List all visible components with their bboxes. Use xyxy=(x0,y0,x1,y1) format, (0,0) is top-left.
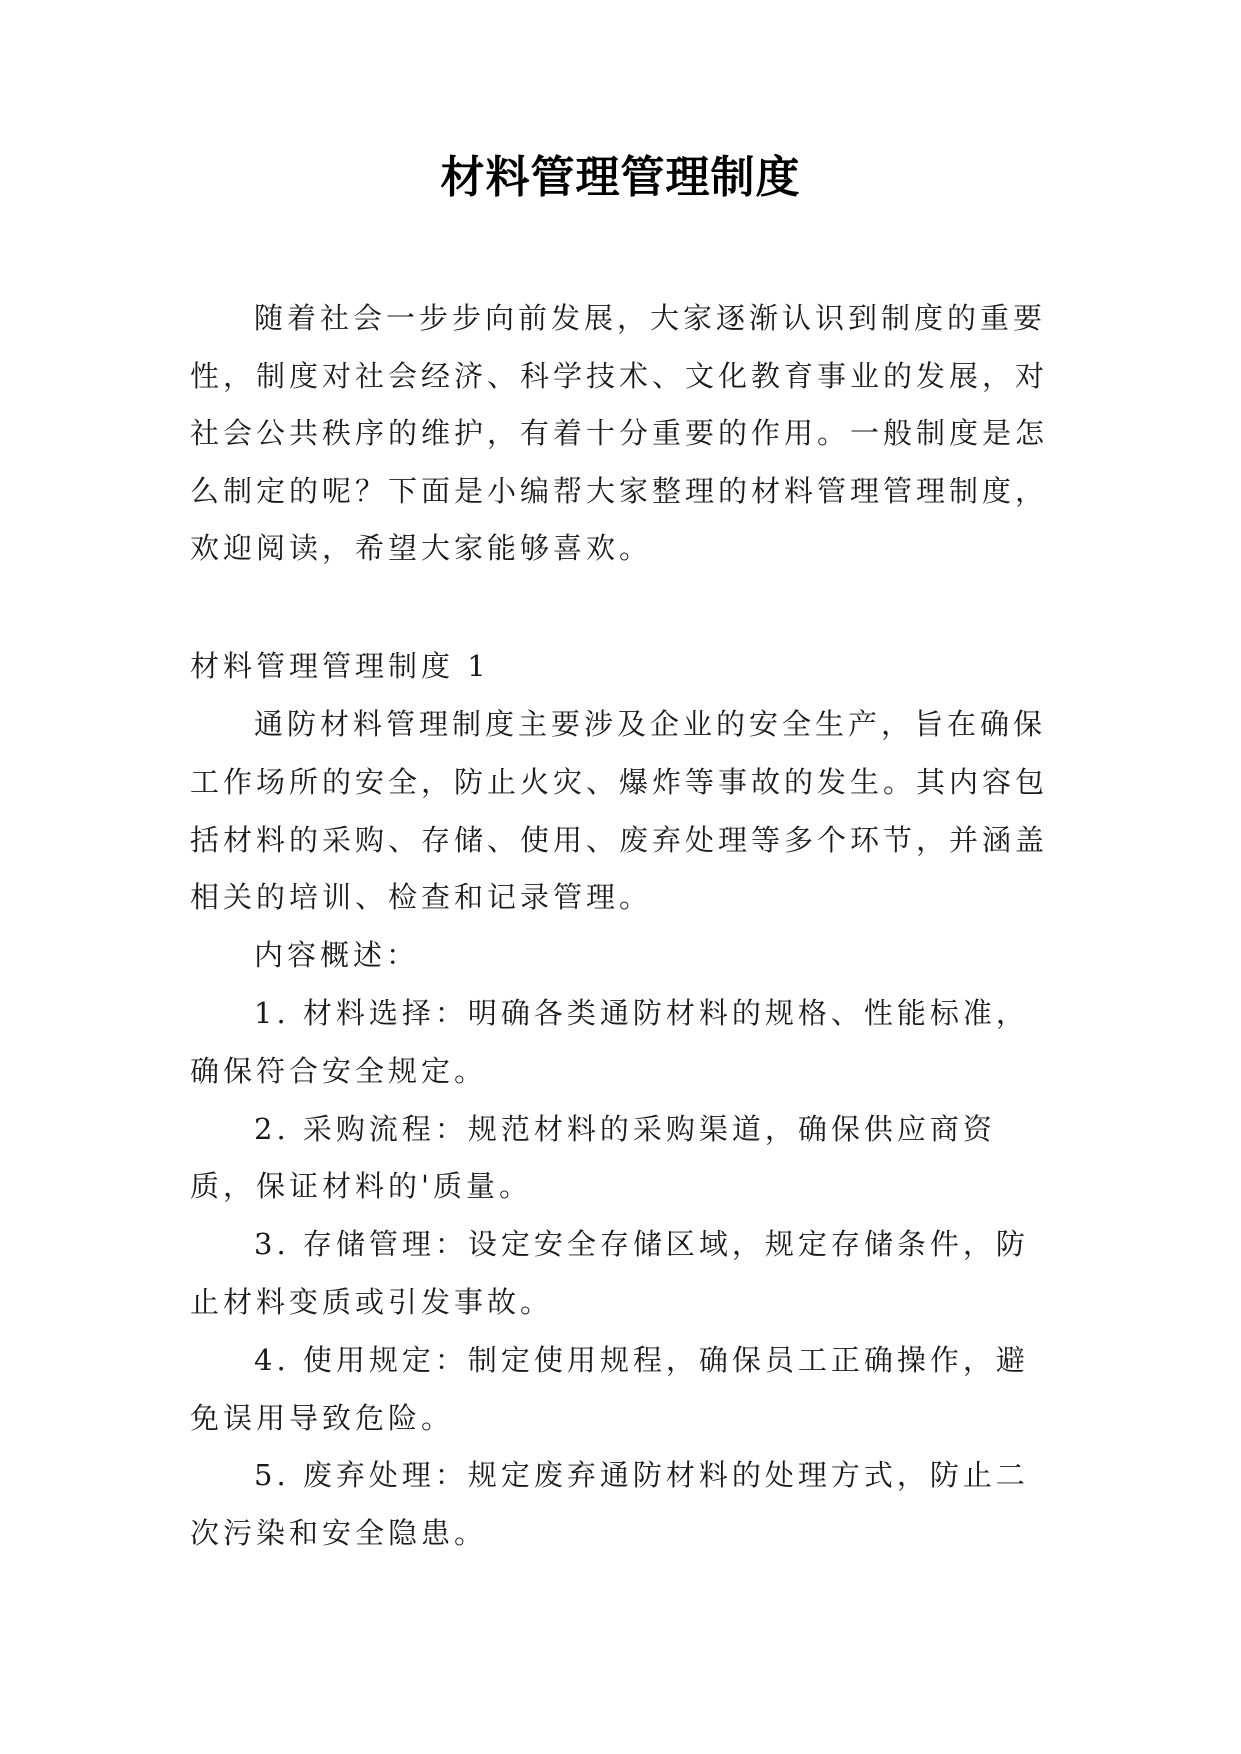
list-item: 3. 存储管理：设定安全存储区域，规定存储条件，防止材料变质或引发事故。 xyxy=(190,1227,1029,1319)
section-paragraph: 通防材料管理制度主要涉及企业的安全生产，旨在确保工作场所的安全，防止火灾、爆炸等事故的发生。其内容包括材料的采购、存储、使用、废弃处理等多个环节，并涵盖相关的培训、检查和记录管理。 xyxy=(190,707,1049,915)
intro-paragraph: 随着社会一步步向前发展，大家逐渐认识到制度的重要性，制度对社会经济、科学技术、文化教育事业的发展，对社会公共秩序的维护，有着十分重要的作用。一般制度是怎么制定的呢？下面是小编帮大家整理的材料管理管理制度，欢迎阅读，希望大家能够喜欢。 xyxy=(190,301,1049,565)
section-heading: 材料管理管理制度 1 xyxy=(190,649,490,683)
list-item: 1. 材料选择：明确各类通防材料的规格、性能标准，确保符合安全规定。 xyxy=(190,995,1029,1088)
list-item: 5. 废弃处理：规定废弃通防材料的处理方式，防止二次污染和安全隐患。 xyxy=(190,1458,1029,1551)
content-overview-label: 内容概述： xyxy=(254,938,420,973)
list-item: 4. 使用规定：制定使用规程，确保员工正确操作，避免误用导致危险。 xyxy=(190,1342,1029,1435)
list-item: 2. 采购流程：规范材料的采购渠道，确保供应商资质，保证材料的'质量。 xyxy=(190,1111,996,1204)
section-body xyxy=(190,696,1050,1563)
document-title: 材料管理管理制度 xyxy=(440,152,801,203)
